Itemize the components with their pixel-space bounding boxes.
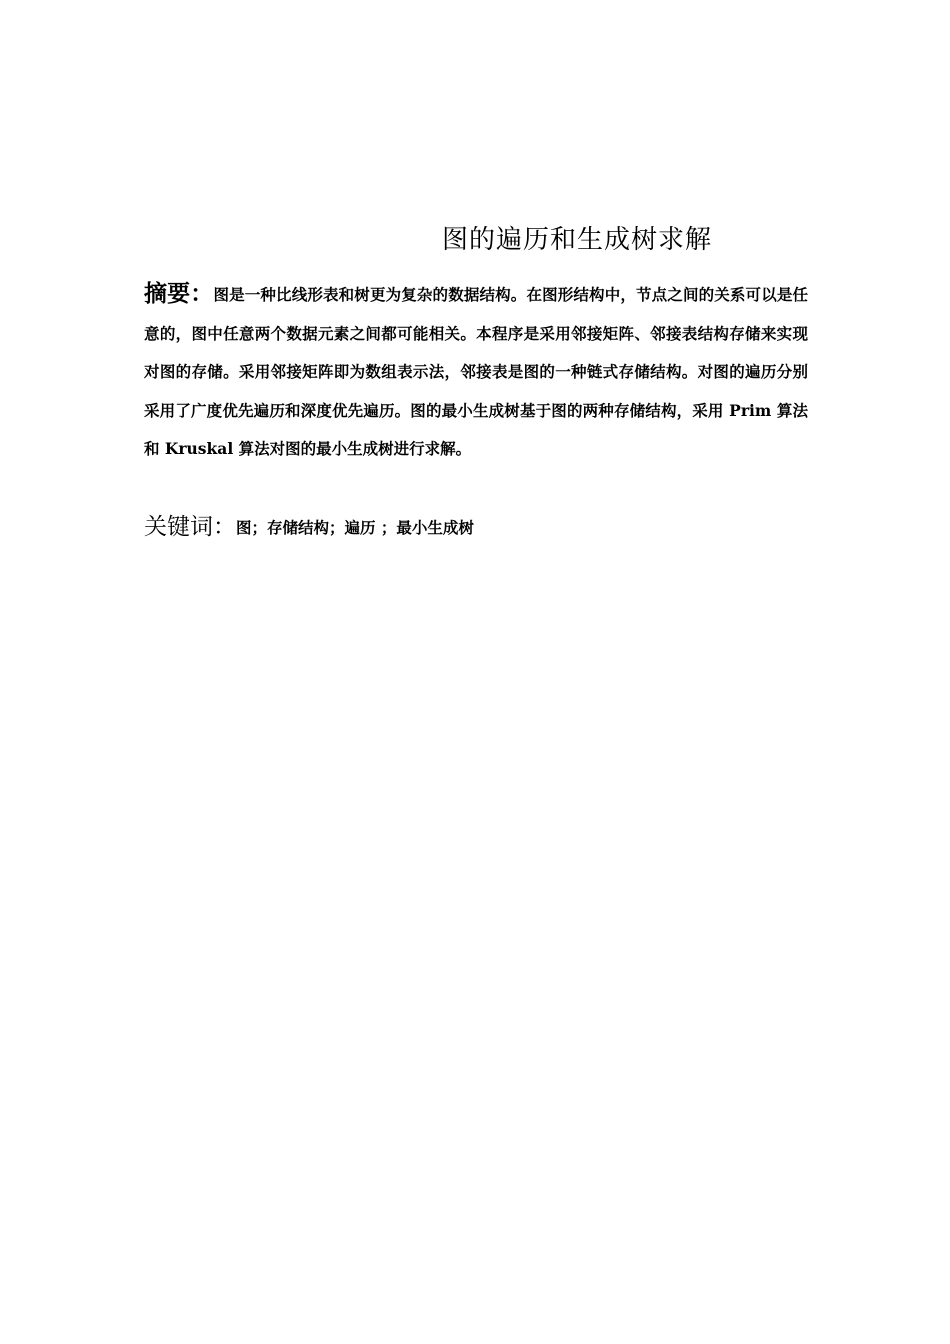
abstract-paragraph <box>144 275 808 469</box>
abstract-label: 摘要： <box>144 281 214 307</box>
document-title: 图的遍历和生成树求解 <box>442 225 713 255</box>
abstract-text: 图是一种比线形表和树更为复杂的数据结构。在图形结构中，节点之间的关系可以是任意的，图中任意两个数据元素之间都可能相关。本程序是采用邻接矩阵、邻接表结构存储来实现对图的存储。采用邻接矩阵即为数组表示法，邻接表是图的一种链式存储结构。对图的遍历分别采用了广度优先遍历和深度优先遍历。图的最小生成树基于图的两种存储结构，采用 Prim 算法和 Kruskal 算法对图的最小生成树进行求解。 <box>144 285 808 458</box>
keywords-text: 图；存储结构；遍历 ；最小生成树 <box>236 518 474 537</box>
keywords-line <box>144 509 808 546</box>
keywords-label: 关键词： <box>144 514 236 540</box>
